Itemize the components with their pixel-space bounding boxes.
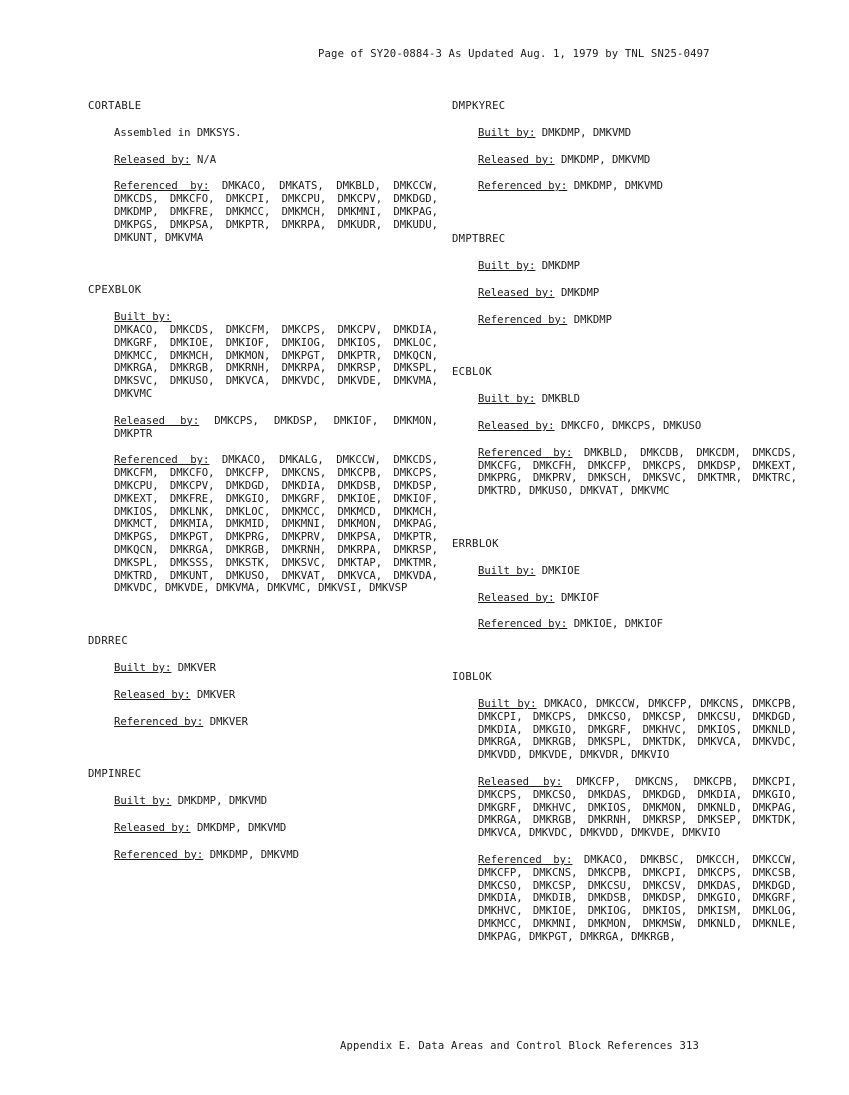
module-list: DMKDMP, DMKVMD [573,180,663,193]
module-list: DMKVER [177,661,217,674]
field-label: Referenced by: [478,180,568,193]
note-line [114,127,438,140]
built-by-line [478,393,797,406]
entry-title: ECBLOK [452,366,493,379]
page-header: Page of SY20-0884-3 As Updated Aug. 1, 1979 by TNL SN25-0497 [318,48,710,60]
entry-ioblok [452,671,797,943]
entry-title: DMPINREC [88,768,142,781]
built-by-line [478,565,797,578]
released-by-line [478,776,797,840]
field-label: Released by: [478,419,555,432]
entry-title: DMPKYREC [452,100,506,112]
module-list: DMKVER [196,688,236,701]
field-label: Released by: [114,153,191,166]
module-list: DMKCPS, DMKDSP, DMKIOF, DMKMON, DMKPTR [114,414,438,440]
built-by-line [114,795,438,808]
module-list: DMKACO, DMKCCW, DMKCFP, DMKCNS, DMKCPB, DMKCPI, DMKCPS, DMKCSO, DMKCSP, DMKCSU, DMKDGD, DMKDIA, DMKGIO, DMKGRF, DMKHVC, DMKIOS, DMKNLD, DMKRGA, DMKRGB, DMKSPL, DMKTDK, DMKVCA, DMKVDC, DMKVDD, DMKVDE, DMKVDR, DMKVIO [478,697,797,762]
field-label: Referenced by: [478,618,568,631]
field-label: Released by: [478,153,555,166]
released-by-line [478,287,797,300]
entry-cortable [88,100,438,244]
module-list: DMKCFO, DMKCPS, DMKUSO [560,419,702,432]
field-label: Referenced by: [114,180,210,193]
referenced-by-line [114,180,438,244]
field-label: Built by: [114,795,172,808]
module-list: DMKACO, DMKATS, DMKBLD, DMKCCW, DMKCDS, DMKCFO, DMKCPI, DMKCPU, DMKCPV, DMKDGD, DMKDMP, DMKFRE, DMKMCC, DMKMCH, DMKMNI, DMKPAG, DMKPGS, DMKPSA, DMKPTR, DMKRPA, DMKUDR, DMKUDU, DMKUNT, DMKVMA [114,180,438,244]
entry-ddrrec [88,635,438,728]
module-list: DMKBLD, DMKCDB, DMKCDM, DMKCDS, DMKCFG, DMKCFH, DMKCFP, DMKCPS, DMKDSP, DMKEXT, DMKPRG, DMKPRV, DMKSCH, DMKSVC, DMKTMR, DMKTRC, DMKTRD, DMKUSO, DMKVAT, DMKVMC [478,446,797,498]
released-by-line [478,154,797,167]
released-by-line [478,420,797,433]
field-label: Built by: [478,393,536,406]
module-list: DMKACO, DMKALG, DMKCCW, DMKCDS, DMKCFM, DMKCFO, DMKCFP, DMKCNS, DMKCPB, DMKCPS, DMKCPU, DMKCPV, DMKDGD, DMKDIA, DMKDSB, DMKDSP, DMKEXT, DMKFRE, DMKGIO, DMKGRF, DMKIOE, DMKIOF, DMKIOS, DMKLNK, DMKLOC, DMKMCC, DMKMCD, DMKMCH, DMKMCT, DMKMIA, DMKMID, DMKMNI, DMKMON, DMKPAG, DMKPGS, DMKPGT, DMKPRG, DMKPRV, DMKPSA, DMKPTR, DMKQCN, DMKRGA, DMKRGB, DMKRNH, DMKRPA, DMKRSP, DMKSPL, DMKSSS, DMKSTK, DMKSVC, DMKTAP, DMKTMR, DMKTRD, DMKUNT, DMKUSO, DMKVAT, DMKVCA, DMKVDA, DMKVDC, DMKVDE, DMKVMA, DMKVMC, DMKVSI, DMKVSP [114,454,438,595]
referenced-by-line [478,854,797,944]
field-label: Released by: [478,286,555,299]
released-by-line [478,592,797,605]
referenced-by-line [114,454,438,595]
entry-title: IOBLOK [452,671,493,684]
field-label: Released by: [114,414,200,427]
module-list: DMKDMP, DMKVMD [560,153,651,166]
right-column [452,100,797,943]
module-list: DMKACO, DMKBSC, DMKCCH, DMKCCW, DMKCFP, DMKCNS, DMKCPB, DMKCPI, DMKCPS, DMKCSB, DMKCSO, DMKCSP, DMKCSU, DMKCSV, DMKDAS, DMKDGD, DMKDIA, DMKDIB, DMKDSB, DMKDSP, DMKGIO, DMKGRF, DMKHVC, DMKIOE, DMKIOG, DMKIOS, DMKISM, DMKLOG, DMKMCC, DMKMNI, DMKMON, DMKMSW, DMKNLD, DMKNLE, DMKPAG, DMKPGT, DMKRGA, DMKRGB, [478,853,797,943]
entry-ecblok [452,366,797,498]
field-label: Released by: [114,821,191,834]
module-list: DMKCFP, DMKCNS, DMKCPB, DMKCPI, DMKCPS, DMKCSO, DMKDAS, DMKDGD, DMKDIA, DMKGIO, DMKGRF, DMKHVC, DMKIOS, DMKMON, DMKNLD, DMKPAG, DMKRGA, DMKRGB, DMKRNH, DMKRSP, DMKSEP, DMKTDK, DMKVCA, DMKVDC, DMKVDD, DMKVDE, DMKVIO [478,775,797,840]
field-label: Referenced by: [114,715,204,728]
field-label: Built by: [478,564,536,577]
module-list: DMKACO, DMKCDS, DMKCFM, DMKCPS, DMKCPV, DMKDIA, DMKGRF, DMKIOE, DMKIOF, DMKIOG, DMKIOS, DMKLOC, DMKMCC, DMKMCH, DMKMON, DMKPGT, DMKPTR, DMKQCN, DMKRGA, DMKRGB, DMKRNH, DMKRPA, DMKRSP, DMKSPL, DMKSVC, DMKUSO, DMKVCA, DMKVDC, DMKVDE, DMKVMA, DMKVMC [114,323,438,400]
entry-dmpkyrec [452,100,797,193]
released-by-line [114,154,438,167]
module-list: DMKIOE, DMKIOF [573,618,663,631]
field-label: Referenced by: [478,313,568,326]
field-label: Built by: [478,697,537,710]
left-column [88,100,438,861]
field-label: Built by: [114,661,172,674]
built-by-line [114,311,438,401]
referenced-by-line [478,314,797,327]
module-list: DMKIOF [560,591,600,604]
module-list: DMKIOE [541,564,581,577]
built-by-line [478,698,797,762]
module-list: DMKDMP [560,286,600,299]
entry-title: DDRREC [88,635,129,648]
module-list: Assembled in DMKSYS. [114,126,242,139]
entry-title: ERRBLOK [452,537,499,550]
entry-title: DMPTBREC [452,233,506,246]
released-by-line [114,415,438,441]
module-list: DMKDMP, DMKVMD [196,821,287,834]
referenced-by-line [478,447,797,498]
entry-cpexblok [88,284,438,595]
entry-title: CORTABLE [88,100,142,112]
field-label: Referenced by: [114,848,204,861]
field-label: Referenced by: [478,446,573,459]
entry-dmpinrec [88,768,438,861]
field-label: Referenced by: [114,454,210,467]
module-list: DMKDMP, DMKVMD [209,848,299,861]
field-label: Released by: [478,775,563,788]
module-list: DMKVER [209,715,248,728]
entry-errblok [452,538,797,631]
module-list: DMKDMP, DMKVMD [541,126,632,139]
field-label: Built by: [114,311,172,324]
referenced-by-line [114,716,438,729]
field-label: Released by: [478,591,555,604]
page-footer: Appendix E. Data Areas and Control Block References 313 [340,1040,700,1052]
built-by-line [478,127,797,140]
entry-dmptbrec [452,233,797,326]
referenced-by-line [478,618,797,631]
field-label: Referenced by: [478,853,573,866]
released-by-line [114,822,438,835]
field-label: Built by: [478,259,536,272]
field-label: Released by: [114,688,191,701]
referenced-by-line [478,180,797,193]
module-list: DMKDMP [541,259,581,272]
module-list: DMKBLD [541,393,581,406]
built-by-line [478,260,797,273]
module-list: DMKDMP, DMKVMD [177,795,268,808]
released-by-line [114,689,438,702]
referenced-by-line [114,849,438,862]
module-list: DMKDMP [573,313,612,326]
field-label: Built by: [478,126,536,139]
built-by-line [114,662,438,675]
module-list: N/A [196,153,217,166]
entry-title: CPEXBLOK [88,284,142,297]
